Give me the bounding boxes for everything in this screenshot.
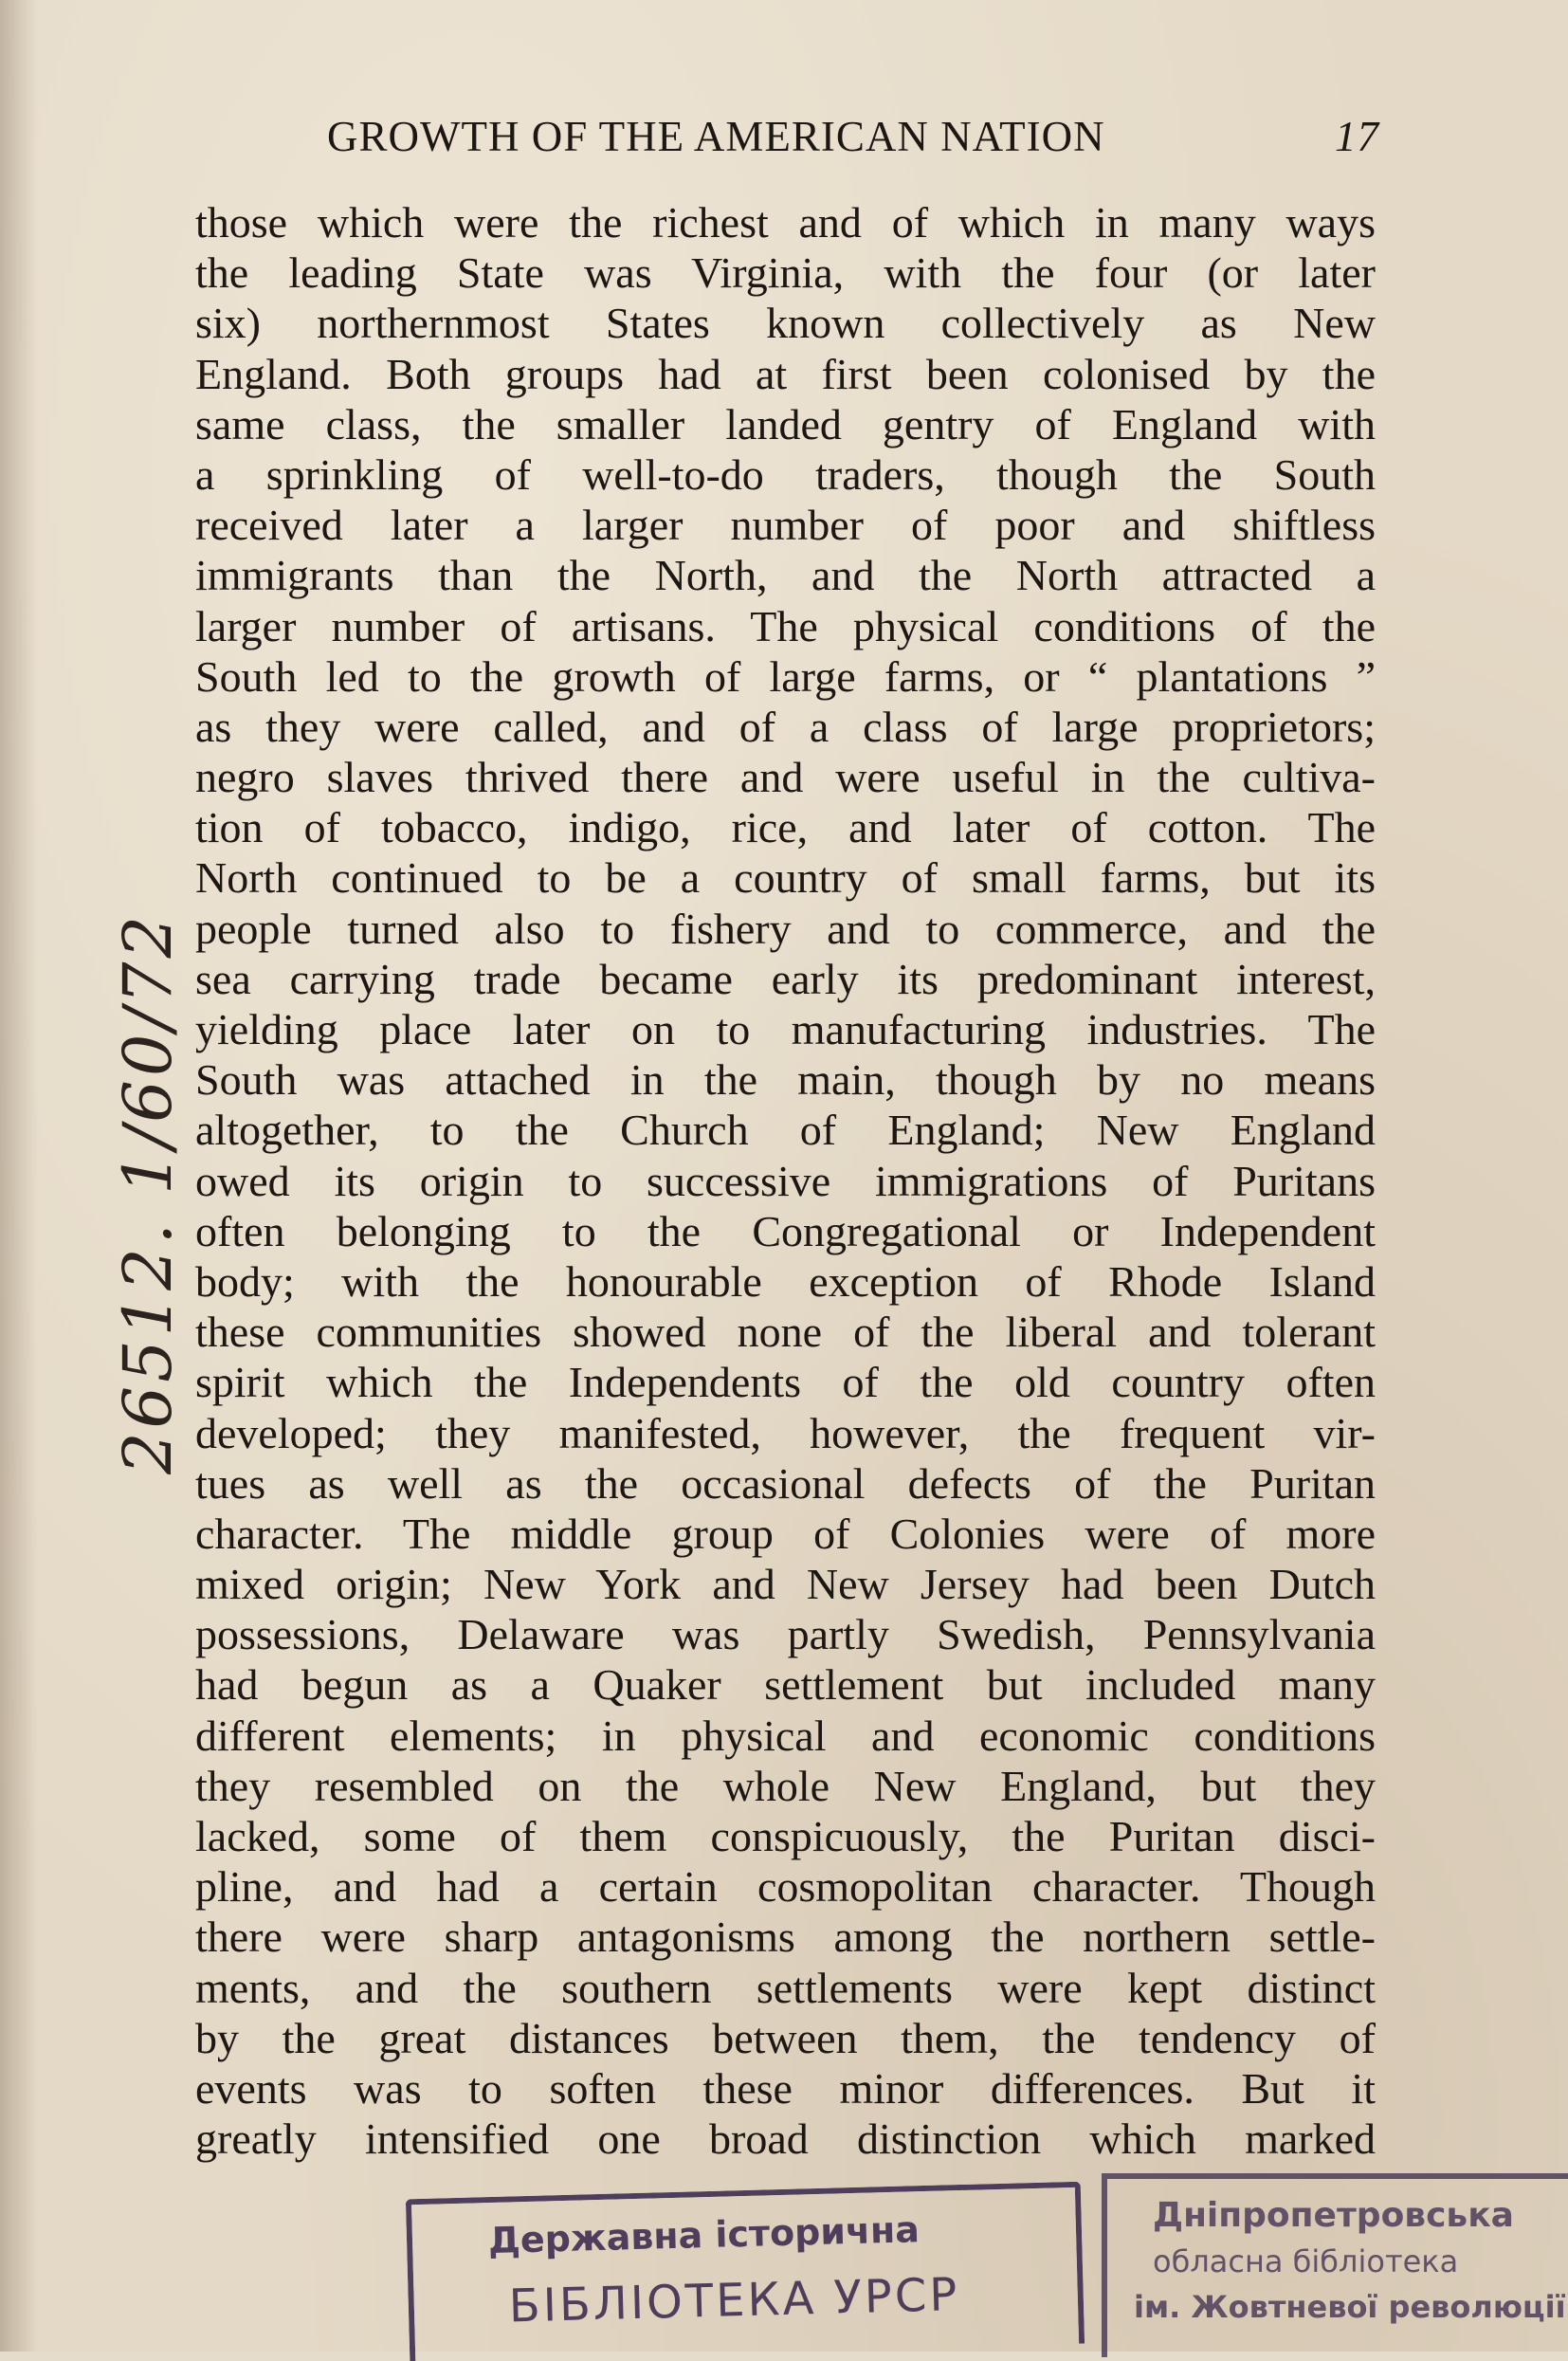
library-stamp-regional — [1102, 2173, 1568, 2357]
text-line: altogether, to the Church of England; New England — [195, 1106, 1376, 1155]
text-line: as they were called, and of a class of large proprietors; — [195, 702, 1376, 751]
text-line: people turned also to fishery and to commerce, and the — [195, 904, 1376, 953]
stamp-line: ім. Жовтневої революції — [1134, 2289, 1566, 2325]
stamp-line: Державна історична — [487, 2208, 921, 2262]
text-line: South led to the growth of large farms, or “ plantations ” — [195, 651, 1376, 701]
text-line: possessions, Delaware was partly Swedish, Pennsylvania — [195, 1610, 1376, 1659]
text-line: six) northernmost States known collectively as New — [195, 299, 1376, 348]
page-gutter-shadow — [0, 0, 38, 2352]
text-line: negro slaves thrived there and were useful in the cultiva- — [195, 753, 1376, 802]
text-line: sea carrying trade became early its predominant interest, — [195, 954, 1376, 1003]
text-line: they resembled on the whole New England, but they — [195, 1761, 1376, 1810]
text-line: events was to soften these minor differences. But it — [195, 2063, 1376, 2113]
page-number: 17 — [1335, 113, 1379, 160]
text-line: character. The middle group of Colonies were of more — [195, 1509, 1376, 1558]
text-line: South was attached in the main, though by no means — [195, 1055, 1376, 1105]
text-line: yielding place later on to manufacturing industries. The — [195, 1005, 1376, 1053]
stamp-line: БІБЛІОТЕКА УРСР — [508, 2268, 960, 2334]
stamp-line: обласна бібліотека — [1153, 2243, 1459, 2279]
text-line: mixed origin; New York and New Jersey had been Dutch — [195, 1560, 1376, 1609]
running-head-title: GROWTH OF THE AMERICAN NATION — [327, 113, 1105, 160]
text-line: those which were the richest and of which in many ways — [195, 198, 1376, 247]
text-line: developed; they manifested, however, the frequent vir- — [195, 1408, 1376, 1457]
text-line: England. Both groups had at first been colonised by the — [195, 349, 1376, 398]
text-line: the leading State was Virginia, with the four (or later — [195, 248, 1376, 298]
text-line: same class, the smaller landed gentry of England with — [195, 399, 1376, 448]
text-line: body; with the honourable exception of Rhode Island — [195, 1256, 1376, 1306]
running-head — [327, 112, 1379, 169]
body-text — [195, 197, 1376, 2164]
text-line: tues as well as the occasional defects of the Puritan — [195, 1458, 1376, 1508]
text-line: often belonging to the Congregational or Independent — [195, 1206, 1376, 1255]
text-line: pline, and had a certain cosmopolitan character. Though — [195, 1862, 1376, 1912]
text-line: tion of tobacco, indigo, rice, and later of cotton. The — [195, 803, 1376, 852]
text-line: by the great distances between them, the tendency of — [195, 2013, 1376, 2062]
text-line: received later a larger number of poor and shiftless — [195, 501, 1376, 550]
text-line: had begun as a Quaker settlement but included many — [195, 1660, 1376, 1710]
text-line: lacked, some of them conspicuously, the Puritan disci- — [195, 1812, 1376, 1860]
text-line: there were sharp antagonisms among the northern settle- — [195, 1913, 1376, 1962]
text-line: immigrants than the North, and the North attracted a — [195, 551, 1376, 600]
text-line: larger number of artisans. The physical conditions of the — [195, 601, 1376, 650]
text-line: greatly intensified one broad distinction which marked — [195, 2114, 1376, 2164]
handwritten-margin-note: 26512. 1/60/72 — [109, 911, 187, 1474]
library-stamp-state-historical — [406, 2182, 1085, 2361]
text-line: ments, and the southern settlements were kept distinct — [195, 1963, 1376, 2012]
stamp-line: Дніпропетровська — [1153, 2196, 1514, 2235]
text-line: a sprinkling of well-to-do traders, though the South — [195, 449, 1376, 499]
text-line: spirit which the Independents of the old country often — [195, 1358, 1376, 1407]
text-line: North continued to be a country of small farms, but its — [195, 853, 1376, 903]
text-line: owed its origin to successive immigrations of Puritans — [195, 1156, 1376, 1205]
text-line: different elements; in physical and economic conditions — [195, 1711, 1376, 1760]
text-line: these communities showed none of the liberal and tolerant — [195, 1308, 1376, 1357]
